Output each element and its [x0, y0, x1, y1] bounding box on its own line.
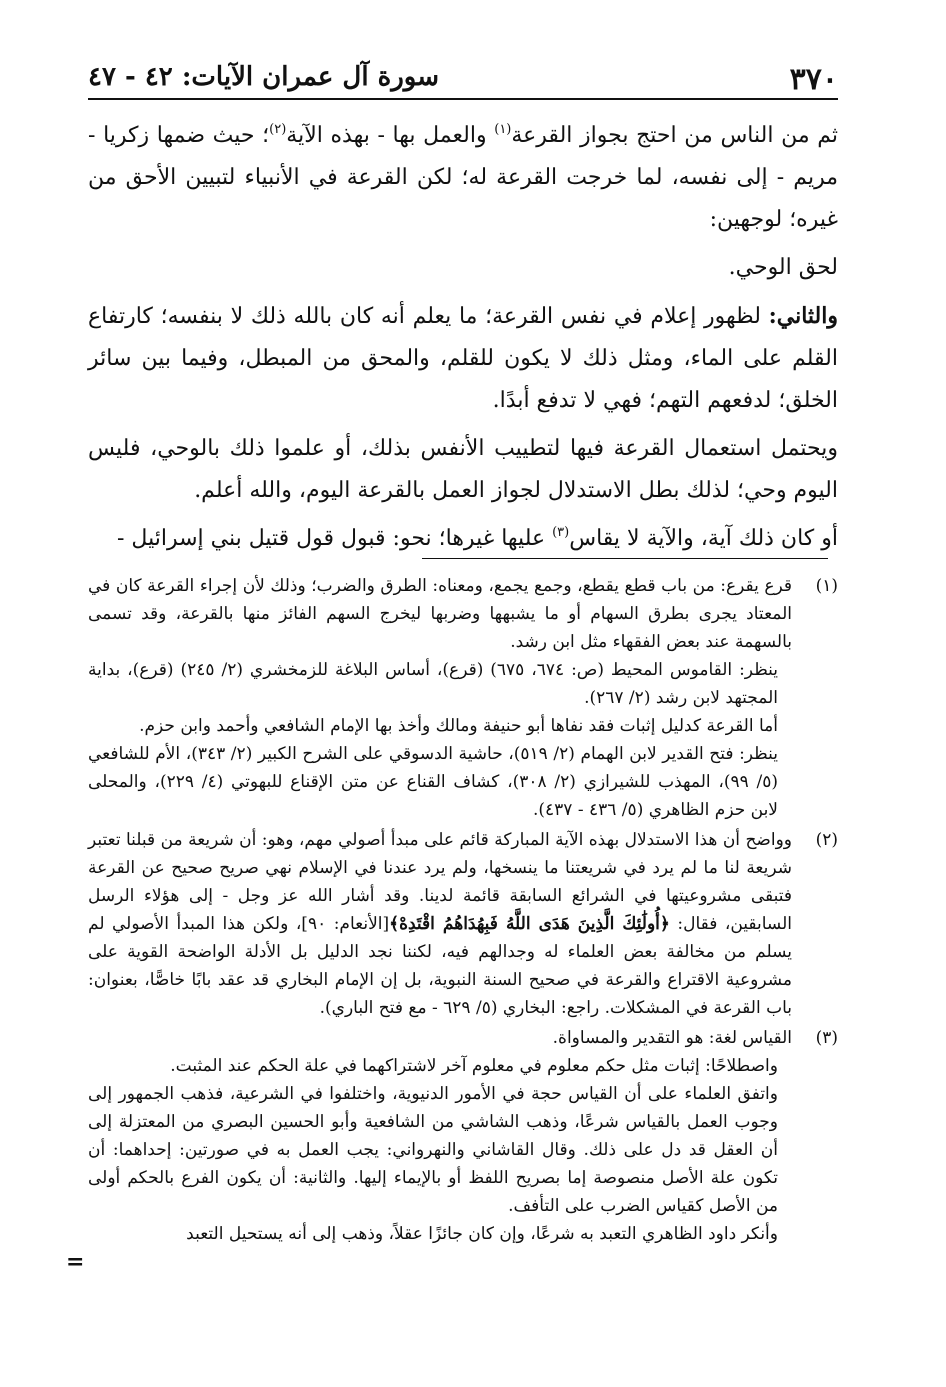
paragraph-5: أو كان ذلك آية، والآية لا يقاس$^{(٣)}$ عليها غيرها؛ نحو: قبول قول قتيل بني إسرائيل -: [117, 525, 838, 551]
quran-verse: ﴿أُولَٰئِكَ الَّذِينَ هَدَى اللَّهُ فَبِهُدَاهُمُ اقْتَدِهْ﴾: [389, 914, 670, 934]
footnote-1: (١) قرع يقرع: من باب قطع يقطع، وجمع يجمع، ومعناه: الطرق والضرب؛ وذلك لأن إجراء القرعة كان في المعتاد يجرى بطرق السهام أو ما يشبهها وضربها ليخرج السهم الفائز منها بالقرعة، وقد تسمى بالسهمة عند بعض الفقهاء مثل ابن رشد. ينظر: القاموس المحيط (ص: ٦٧٤، ٦٧٥) (قرع)، أساس البلاغة للزمخشري (٢/ ٢٤٥) (قرع)، بداية المجتهد لابن رشد (٢/ ٢٦٧). أما القرعة كدليل إثبات فقد نفاها أبو حنيفة ومالك وأخذ بها الإمام الشافعي وأحمد وابن حزم. ينظر: فتح القدير لابن الهمام (٢/ ٥١٩)، حاشية الدسوقي على الشرح الكبير (٢/ ٣٤٣)، الأم للشافعي (٥/ ٩٩)، المهذب للشيرازي (٢/ ٣٠٨)، كشاف القناع عن متن الإقناع للبهوتي (٤/ ٢٢٩)، والمحلى لابن حزم الظاهري (٥/ ٤٣٦ - ٤٣٧).: [88, 572, 838, 824]
running-title: سورة آل عمران الآيات: ٤٢ - ٤٧: [88, 62, 439, 92]
page-number: ٣٧٠: [789, 62, 838, 97]
paragraph-3-lead: والثاني:: [768, 303, 838, 329]
footnote-ref-1[interactable]: (١): [494, 122, 512, 137]
footnote-number: (٣): [815, 1028, 838, 1048]
paragraph-2: لحق الوحي.: [728, 255, 838, 280]
header-divider: [88, 98, 838, 100]
continuation-mark: =: [66, 1249, 85, 1275]
paragraph-3: والثاني: لظهور إعلام في نفس القرعة؛ ما يعلم أنه كان بالله ذلك لا بنفسه؛ كارتفاع القلم على الماء، ومثل ذلك لا يكون للقلم، والمحق من المبطل، وفيما بين سائر الخلق؛ لدفعهم التهم؛ فهي لا تدفع أبدًا.: [88, 303, 838, 413]
page-header: [88, 52, 838, 96]
footnote-ref-2[interactable]: (٢): [269, 122, 287, 137]
paragraph-1: ثم من الناس من احتج بجواز القرعة$^{(١)}$ والعمل بها - بهذه الآية$^{(٢)}$؛ حيث ضمها زكريا - مريم - إلى نفسه، لما خرجت القرعة له؛ لكن القرعة في الأنبياء لتبيين الأحق من غيره؛ لوجهين:: [88, 122, 839, 232]
footnotes: [88, 572, 838, 1250]
main-text: [88, 115, 838, 560]
footnotes-divider: [422, 558, 828, 559]
footnote-number: (٢): [815, 830, 838, 850]
footnote-3: (٣) القياس لغة: هو التقدير والمساواة. واصطلاحًا: إثبات مثل حكم معلوم في معلوم آخر لاشتراكهما في علة الحكم عند المثبت. واتفق العلماء على أن القياس حجة في الأمور الدنيوية، واختلفوا في الشرعية، فذهب الجمهور إلى وجوب العمل بالقياس شرعًا، وذهب الشاشي من الشافعية وأبو الحسين البصري من المعتزلة إلى أن العقل قد دل على ذلك. وقال القاشاني والنهرواني: يجب العمل به في صورتين: إحداهما: أن تكون علة الأصل منصوصة إما بصريح اللفظ أو بالإيماء إليها. والثانية: أن يكون الفرع بالحكم أولى من الأصل كقياس الضرب على التأفف. وأنكر داود الظاهري التعبد به شرعًا، وإن كان جائزًا عقلاً، وذهب إلى أنه يستحيل التعبد: [88, 1024, 838, 1248]
paragraph-4: ويحتمل استعمال القرعة فيها لتطييب الأنفس بذلك، أو علموا ذلك بالوحي، فليس اليوم وحي؛ لذلك بطل الاستدلال لجواز العمل بالقرعة اليوم، والله أعلم.: [88, 436, 838, 503]
footnote-2: (٢) وواضح أن هذا الاستدلال بهذه الآية المباركة قائم على مبدأ أصولي مهم، وهو: أن شريعة من قبلنا تعتبر شريعة لنا ما لم يرد في شريعتنا ما ينسخها، ولم يرد عندنا في الإسلام نهي صريح صحيح عن القرعة فتبقى مشروعيتها في الشرائع السابقة قائمة لدينا. وقد أشار الله عز وجل - إلى هؤلاء الرسل السابقين، فقال: ﴿أُولَٰئِكَ الَّذِينَ هَدَى اللَّهُ فَبِهُدَاهُمُ اقْتَدِهْ﴾[الأنعام: ٩٠]، ولكن هذا المبدأ الأصولي لم يسلم من مخالفة بعض العلماء له وجدالهم فيه، لكننا نجد الدليل بل الأدلة الواضحة القوية على مشروعية الاقتراع والقرعة في صحيح السنة النبوية، بل إن الإمام البخاري قد عقد بابًا خاصًّا، بعنوان: باب القرعة في المشكلات. راجع: البخاري (٥/ ٦٢٩ - مع فتح الباري).: [88, 826, 838, 1022]
footnote-number: (١): [815, 576, 838, 596]
footnote-ref-3[interactable]: (٣): [552, 525, 570, 540]
